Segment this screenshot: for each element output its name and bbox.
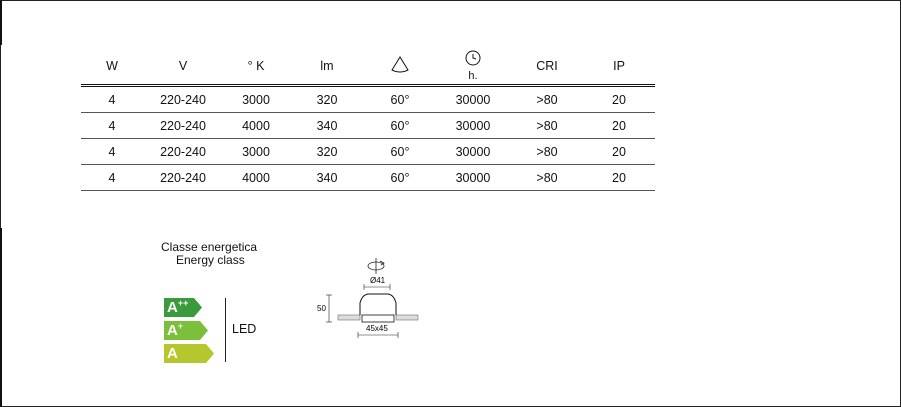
cell-beam: 60°	[365, 86, 435, 113]
left-edge-mark-bottom	[0, 228, 2, 407]
cell-cri: >80	[511, 165, 583, 191]
cell-lifetime: 30000	[435, 165, 511, 191]
cell-lifetime: 30000	[435, 113, 511, 139]
clock-icon	[465, 50, 481, 69]
cell-kelvin: 4000	[223, 165, 289, 191]
cell-lumen: 340	[289, 165, 365, 191]
beam-angle-icon	[390, 56, 410, 77]
cell-volt: 220-240	[143, 86, 223, 113]
col-header-volt: V	[178, 59, 188, 73]
cell-ip: 20	[583, 86, 655, 113]
col-header-beam	[365, 48, 435, 86]
col-header-lumen: lm	[320, 59, 334, 73]
cell-lumen: 320	[289, 86, 365, 113]
cell-kelvin: 3000	[223, 139, 289, 165]
cell-beam: 60°	[365, 113, 435, 139]
cell-volt: 220-240	[143, 139, 223, 165]
energy-arrow-sup: +	[177, 321, 184, 331]
cell-cri: >80	[511, 86, 583, 113]
cell-beam: 60°	[365, 139, 435, 165]
energy-arrow-a	[164, 344, 214, 363]
energy-arrow-sup: ++	[177, 298, 189, 308]
col-header-kelvin: ° K	[247, 59, 265, 73]
spec-table	[81, 48, 655, 191]
col-header-lifetime	[435, 48, 511, 86]
table-row	[81, 139, 655, 165]
energy-class-heading	[161, 241, 257, 267]
cell-watt: 4	[81, 113, 143, 139]
left-edge-mark-top	[0, 0, 2, 45]
cell-cri: >80	[511, 139, 583, 165]
light-source-label: LED	[232, 322, 257, 336]
cell-kelvin: 4000	[223, 113, 289, 139]
spec-table-header	[81, 48, 655, 86]
cell-lumen: 340	[289, 113, 365, 139]
cell-lifetime: 30000	[435, 139, 511, 165]
technical-drawing	[310, 255, 440, 340]
lifetime-unit: h.	[468, 70, 478, 82]
diameter-label: Ø41	[370, 276, 386, 285]
col-header-watt: W	[106, 59, 118, 73]
cell-ip: 20	[583, 139, 655, 165]
height-label: 50	[317, 304, 326, 313]
cutout-label: 45x45	[366, 324, 388, 333]
table-row	[81, 86, 655, 113]
energy-arrow-label: A	[167, 322, 178, 339]
energy-divider	[225, 298, 226, 362]
energy-arrow-a-plus-plus	[164, 298, 202, 317]
cell-volt: 220-240	[143, 113, 223, 139]
cell-watt: 4	[81, 139, 143, 165]
cell-watt: 4	[81, 86, 143, 113]
energy-class-title: Classe energetica	[161, 240, 258, 254]
cell-ip: 20	[583, 165, 655, 191]
cell-lumen: 320	[289, 139, 365, 165]
col-header-ip: IP	[613, 59, 625, 73]
cell-lifetime: 30000	[435, 86, 511, 113]
energy-arrow-label: A	[167, 345, 178, 362]
cell-watt: 4	[81, 165, 143, 191]
cell-kelvin: 3000	[223, 86, 289, 113]
col-header-cri: CRI	[536, 59, 558, 73]
energy-class-subtitle: Energy class	[176, 253, 245, 267]
cell-volt: 220-240	[143, 165, 223, 191]
rotate-icon	[368, 258, 384, 274]
cell-beam: 60°	[365, 165, 435, 191]
table-row	[81, 113, 655, 139]
energy-arrow-label: A	[167, 299, 178, 316]
table-row	[81, 165, 655, 191]
cell-ip: 20	[583, 113, 655, 139]
cell-cri: >80	[511, 113, 583, 139]
energy-arrow-a-plus	[164, 321, 208, 340]
